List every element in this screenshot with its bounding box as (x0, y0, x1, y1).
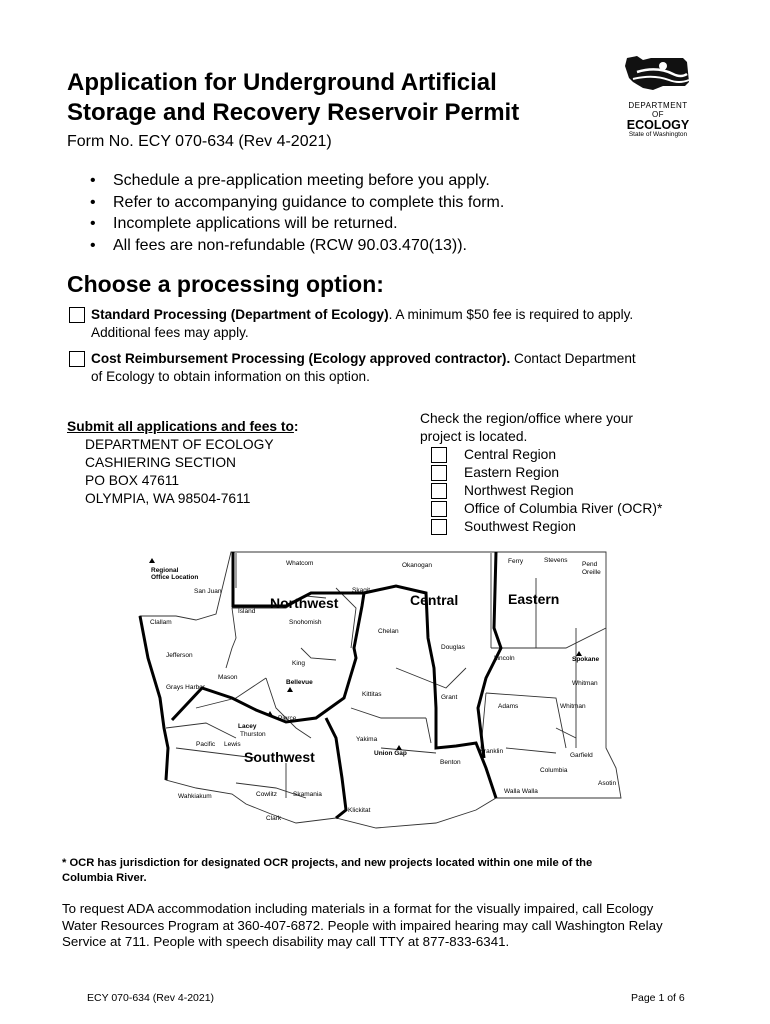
instruction-item: • Schedule a pre-application meeting before you apply. (88, 170, 504, 192)
county-label: Kittitas (362, 691, 382, 698)
ocr-region-checkbox[interactable] (431, 501, 447, 517)
county-label: Franklin (480, 748, 504, 755)
title-line-2: Storage and Recovery Reservoir Permit (67, 99, 520, 126)
title-line-1: Application for Underground Artificial (67, 69, 497, 96)
county-label: Grant (441, 694, 458, 701)
address-line: CASHIERING SECTION (85, 455, 237, 470)
logo-ecology: ECOLOGY (626, 118, 690, 132)
ada-line-3: Service at 711. People with speech disability may call TTY at 877-833-6341. (62, 934, 510, 949)
region-label: Central Region (464, 447, 557, 462)
region-option-northwest (420, 482, 720, 500)
county-label: Lincoln (494, 655, 515, 662)
submit-heading: Submit all applications and fees to (67, 419, 294, 434)
legend-office-icon (149, 558, 155, 563)
region-label-central: Central (410, 592, 459, 608)
cost-reimbursement-label: Cost Reimbursement Processing (Ecology approved contractor). (91, 351, 511, 366)
standard-processing-desc: . A minimum $50 fee is required to apply. (388, 307, 634, 322)
region-label-eastern: Eastern (508, 591, 560, 607)
county-label: Clark (266, 815, 282, 822)
county-label: Whatcom (286, 560, 314, 567)
region-label: Northwest Region (464, 483, 574, 498)
county-label: Grays Harbor (166, 684, 206, 691)
county-label: Bellevue (286, 679, 313, 686)
county-label: Ferry (508, 558, 524, 565)
region-option-southwest (420, 518, 720, 536)
county-label: Union Gap (374, 750, 407, 757)
eastern-region-checkbox[interactable] (431, 465, 447, 481)
county-label: Whitman (560, 703, 586, 710)
county-label: San Juan (194, 588, 222, 595)
footer-page-number: Page 1 of 6 (631, 992, 685, 1004)
county-label: Skagit (352, 587, 371, 594)
county-label: Benton (440, 759, 461, 766)
county-label: Adams (498, 703, 519, 710)
instruction-item: • Incomplete applications will be returned. (88, 213, 504, 235)
county-label: Klickitat (348, 807, 371, 814)
form-number: Form No. ECY 070-634 (Rev 4-2021) (67, 133, 332, 150)
region-prompt-line-2: project is located. (420, 429, 528, 444)
region-option-eastern (420, 464, 720, 482)
cost-reimbursement-checkbox[interactable] (69, 351, 85, 367)
cost-reimbursement-desc-cont: of Ecology to obtain information on this option. (91, 369, 370, 384)
county-label: Pierce (278, 715, 297, 722)
region-label-northwest: Northwest (270, 595, 339, 611)
region-label: Eastern Region (464, 465, 560, 480)
address-line: DEPARTMENT OF ECOLOGY (85, 437, 274, 452)
county-label: Pend (582, 561, 598, 568)
processing-heading: Choose a processing option: (67, 271, 384, 297)
region-label-southwest: Southwest (244, 749, 315, 765)
legend-line-1: Regional (151, 567, 179, 574)
address-line: OLYMPIA, WA 98504-7611 (85, 491, 251, 506)
ocr-footnote (62, 856, 712, 886)
logo-state: State of Washington (628, 131, 688, 138)
instruction-item: • All fees are non-refundable (RCW 90.03.470(13)). (88, 235, 504, 257)
county-label: Oreille (582, 569, 601, 576)
county-label: Lewis (224, 741, 241, 748)
ada-line-2: Water Resources Program at 360-407-6872. People with impaired hearing may call Washington Relay (62, 917, 663, 933)
county-label: Garfield (570, 752, 593, 759)
footnote-line-2: Columbia River. (62, 872, 147, 884)
southwest-region-checkbox[interactable] (431, 519, 447, 535)
region-label: Office of Columbia River (OCR)* (464, 501, 663, 516)
washington-state-logo-icon (623, 52, 693, 96)
cost-reimbursement-option (69, 350, 709, 386)
standard-processing-desc-cont: Additional fees may apply. (91, 325, 249, 340)
county-label: Whitman (572, 680, 598, 687)
county-label: Cowlitz (256, 791, 277, 798)
county-label: Douglas (441, 644, 465, 651)
county-label: Okanogan (402, 562, 432, 569)
county-label: Walla Walla (504, 788, 538, 795)
county-label: Skamania (293, 791, 322, 798)
county-label: Snohomish (289, 619, 322, 626)
northwest-region-checkbox[interactable] (431, 483, 447, 499)
county-label: Mason (218, 674, 238, 681)
county-label: Island (238, 608, 256, 615)
standard-processing-option (69, 306, 709, 342)
county-label: Chelan (378, 628, 399, 635)
standard-processing-checkbox[interactable] (69, 307, 85, 323)
county-label: Wahkiakum (178, 793, 212, 800)
county-label: Columbia (540, 767, 568, 774)
county-label: Spokane (572, 656, 600, 663)
central-region-checkbox[interactable] (431, 447, 447, 463)
ada-notice (62, 901, 702, 951)
instruction-item: • Refer to accompanying guidance to complete this form. (88, 192, 504, 214)
county-label: Pacific (196, 741, 216, 748)
logo-department: DEPARTMENT OF (628, 101, 688, 119)
county-label: Yakima (356, 736, 378, 743)
instruction-list (88, 170, 504, 256)
footnote-line-1: * OCR has jurisdiction for designated OCR projects, and new projects located within one mile of the (62, 857, 593, 869)
county-label: Asotin (598, 780, 617, 787)
washington-region-map (136, 548, 626, 848)
address-line: PO BOX 47611 (85, 473, 180, 488)
region-checklist (420, 410, 720, 536)
ecology-logo (623, 52, 693, 139)
legend-line-2: Office Location (151, 574, 199, 581)
county-label: Jefferson (166, 652, 193, 659)
footer-form-number: ECY 070-634 (Rev 4-2021) (87, 992, 215, 1004)
region-prompt-line-1: Check the region/office where your (420, 411, 633, 426)
submit-address-block (67, 418, 299, 508)
region-label: Southwest Region (464, 519, 576, 534)
county-label: Stevens (544, 557, 568, 564)
county-label: Thurston (240, 731, 266, 738)
form-title (67, 68, 607, 128)
region-option-ocr (420, 500, 720, 518)
region-option-central (420, 446, 720, 464)
county-label: Clallam (150, 619, 172, 626)
standard-processing-label: Standard Processing (Department of Ecology) (91, 307, 389, 322)
county-label: King (292, 660, 306, 667)
ada-line-1: To request ADA accommodation including materials in a format for the visually impaired, call Ecology (62, 901, 654, 916)
county-label: Lacey (238, 723, 257, 730)
submit-colon: : (293, 419, 299, 434)
cost-reimbursement-desc: Contact Department (510, 351, 636, 366)
